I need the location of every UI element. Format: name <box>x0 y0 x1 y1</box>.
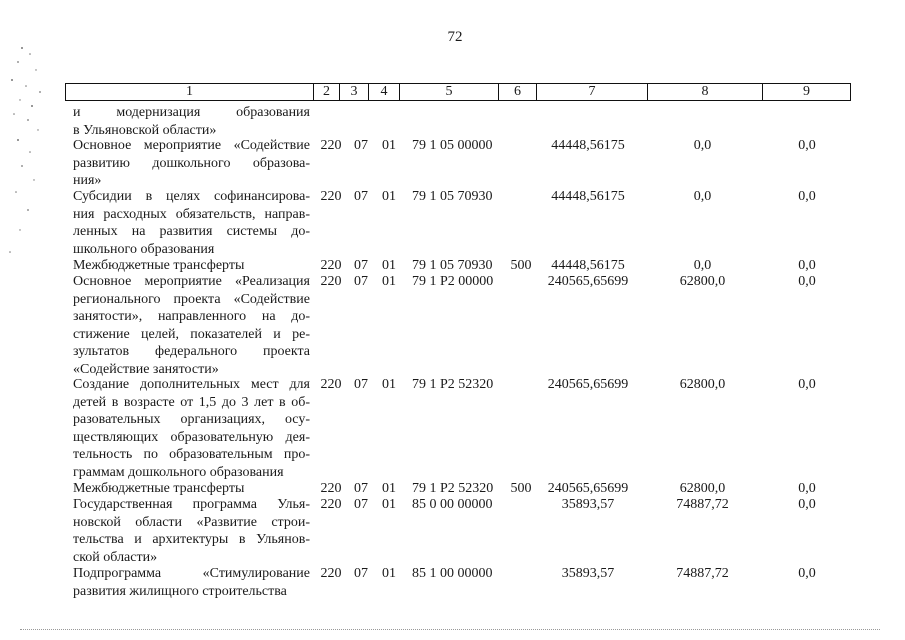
cell-c6: 500 <box>510 258 532 273</box>
cell-c2: 220 <box>320 189 342 204</box>
description-line: тельность по образовательным про- <box>73 447 310 462</box>
description-line: разовательных организациях, осу- <box>73 412 310 427</box>
description-line: граммам дошкольного образования <box>73 464 284 480</box>
cell-c9: 0,0 <box>798 138 816 153</box>
cell-c3: 07 <box>354 138 368 153</box>
description-line: регионального проекта «Содействие <box>73 291 310 307</box>
header-col-3: 3 <box>339 84 368 100</box>
cell-c4: 01 <box>382 481 396 496</box>
cell-c8: 62800,0 <box>679 481 726 496</box>
description-line: Подпрограмма «Стимулирование <box>73 566 310 581</box>
header-col-7: 7 <box>536 84 647 100</box>
header-col-9: 9 <box>762 84 851 100</box>
description-line: стижение целей, показателей и ре- <box>73 326 310 342</box>
scan-edge <box>20 629 880 630</box>
row-description <box>73 104 310 139</box>
cell-c5: 79 1 05 70930 <box>412 258 493 273</box>
cell-c4: 01 <box>382 189 396 204</box>
description-line: тельства и архитектуры в Ульянов- <box>73 532 310 547</box>
scan-noise <box>0 40 60 280</box>
cell-c4: 01 <box>382 497 396 512</box>
cell-c3: 07 <box>354 258 368 273</box>
cell-c9: 0,0 <box>798 258 816 273</box>
header-col-8: 8 <box>647 84 762 100</box>
cell-c8: 74887,72 <box>676 497 729 512</box>
cell-c2: 220 <box>320 377 342 392</box>
header-col-2: 2 <box>313 84 339 100</box>
cell-c9: 0,0 <box>798 497 816 512</box>
cell-c2: 220 <box>320 258 342 273</box>
row-description <box>73 273 310 378</box>
cell-c2: 220 <box>320 497 342 512</box>
cell-c4: 01 <box>382 377 396 392</box>
cell-c3: 07 <box>354 274 368 289</box>
description-line: ленных на развития системы до- <box>73 224 310 239</box>
row-description <box>73 480 310 498</box>
description-line: новской области «Развитие строи- <box>73 514 310 530</box>
cell-c7: 44448,56175 <box>551 138 625 153</box>
description-line: в Ульяновской области» <box>73 122 217 138</box>
description-line: школьного образования <box>73 241 215 257</box>
description-line: Межбюджетные трансферты <box>73 258 245 273</box>
header-col-1: 1 <box>65 84 313 100</box>
description-line: развития жилищного строительства <box>73 583 287 599</box>
cell-c6: 500 <box>510 481 532 496</box>
description-line: ществляющих образовательную дея- <box>73 429 310 445</box>
cell-c8: 62800,0 <box>679 274 726 289</box>
description-line: Основное мероприятие «Содействие <box>73 138 310 153</box>
description-line: детей в возрасте от 1,5 до 3 лет в об- <box>73 394 310 410</box>
cell-c5: 79 1 P2 52320 <box>412 377 494 392</box>
cell-c2: 220 <box>320 481 342 496</box>
cell-c9: 0,0 <box>798 274 816 289</box>
cell-c8: 62800,0 <box>679 377 726 392</box>
cell-c5: 79 1 05 70930 <box>412 189 493 204</box>
page-number: 72 <box>447 29 463 45</box>
cell-c8: 0,0 <box>693 138 712 153</box>
cell-c3: 07 <box>354 377 368 392</box>
description-line: Субсидии в целях софинансирова- <box>73 189 310 204</box>
description-line: зультатов федерального проекта <box>73 344 310 359</box>
row-description <box>73 188 310 258</box>
cell-c3: 07 <box>354 497 368 512</box>
cell-c4: 01 <box>382 274 396 289</box>
cell-c2: 220 <box>320 274 342 289</box>
cell-c8: 0,0 <box>693 189 712 204</box>
row-description <box>73 257 310 275</box>
cell-c7: 240565,65699 <box>547 481 629 496</box>
cell-c5: 79 1 05 00000 <box>412 138 493 153</box>
cell-c2: 220 <box>320 566 342 581</box>
header-col-4: 4 <box>368 84 399 100</box>
cell-c4: 01 <box>382 566 396 581</box>
row-description <box>73 496 310 566</box>
cell-c5: 79 1 P2 00000 <box>412 274 494 289</box>
cell-c7: 44448,56175 <box>551 258 625 273</box>
cell-c7: 35893,57 <box>561 566 615 581</box>
row-description <box>73 137 310 190</box>
description-line: ской области» <box>73 549 158 565</box>
cell-c7: 44448,56175 <box>551 189 625 204</box>
cell-c5: 85 0 00 00000 <box>412 497 493 512</box>
cell-c8: 0,0 <box>693 258 712 273</box>
cell-c5: 85 1 00 00000 <box>412 566 493 581</box>
cell-c8: 74887,72 <box>676 566 729 581</box>
header-col-6: 6 <box>498 84 536 100</box>
header-col-5: 5 <box>399 84 498 100</box>
cell-c9: 0,0 <box>798 377 816 392</box>
cell-c3: 07 <box>354 481 368 496</box>
description-line: занятости», направленного на до- <box>73 309 310 324</box>
cell-c9: 0,0 <box>798 189 816 204</box>
cell-c3: 07 <box>354 566 368 581</box>
description-line: ния расходных обязательств, направ- <box>73 206 310 222</box>
cell-c3: 07 <box>354 189 368 204</box>
row-description <box>73 565 310 600</box>
description-line: Основное мероприятие «Реализация <box>73 274 310 289</box>
row-description <box>73 376 310 481</box>
description-line: развитию дошкольного образова- <box>73 155 310 171</box>
description-line: Государственная программа Улья- <box>73 497 310 512</box>
description-line: Создание дополнительных мест для <box>73 377 310 392</box>
description-line: и модернизация образования <box>73 105 310 120</box>
cell-c7: 240565,65699 <box>547 274 629 289</box>
cell-c4: 01 <box>382 258 396 273</box>
cell-c9: 0,0 <box>798 481 816 496</box>
description-line: ния» <box>73 173 102 188</box>
cell-c2: 220 <box>320 138 342 153</box>
cell-c5: 79 1 P2 52320 <box>412 481 494 496</box>
table-header <box>65 83 851 101</box>
description-line: Межбюджетные трансферты <box>73 481 245 496</box>
cell-c7: 35893,57 <box>561 497 615 512</box>
cell-c9: 0,0 <box>798 566 816 581</box>
cell-c4: 01 <box>382 138 396 153</box>
cell-c7: 240565,65699 <box>547 377 629 392</box>
description-line: «Содействие занятости» <box>73 361 219 377</box>
